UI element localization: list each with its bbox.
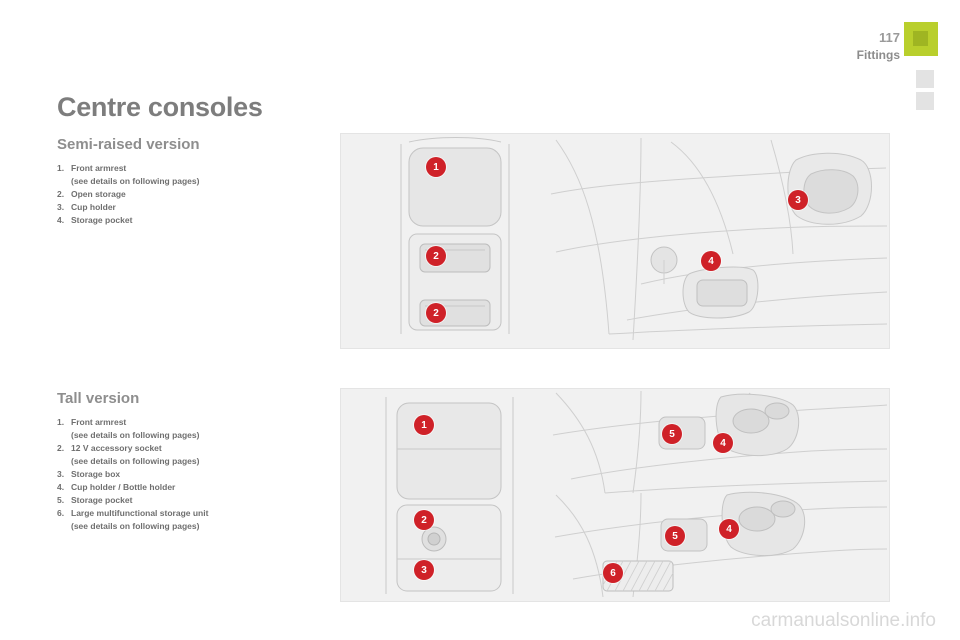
list-item-number: 1. [57,163,65,173]
list-item [57,162,307,175]
list-item-label: Front armrest [71,417,127,427]
corner-square-1 [916,70,934,88]
callout-3: 3 [788,190,808,210]
page-number: 117 [879,30,900,45]
callout-1: 1 [426,157,446,177]
section-heading-semi-raised: Semi-raised version [57,136,200,153]
figure-tall-console [340,388,890,602]
corner-square-2 [916,92,934,110]
list-item-sub: (see details on following pages) [71,521,200,531]
section-label: Fittings [856,48,900,62]
callout-2: 2 [414,510,434,530]
list-item [57,494,307,507]
brand-corner-block [904,22,938,56]
callout-2b: 2 [426,303,446,323]
list-item [57,442,307,455]
list-item-label: Front armrest [71,163,127,173]
list-item-label: Cup holder / Bottle holder [71,482,176,492]
list-item-number: 6. [57,508,65,518]
list-item-label: Storage pocket [71,215,133,225]
list-item-label: Cup holder [71,202,116,212]
list-item-label: Open storage [71,189,126,199]
list-item-number: 5. [57,495,65,505]
callout-3: 3 [414,560,434,580]
callout-1: 1 [414,415,434,435]
list-item [57,201,307,214]
callout-4-lower: 4 [719,519,739,539]
list-item-label: Large multifunctional storage unit [71,508,209,518]
brand-corner-inner [913,31,928,46]
callout-6: 6 [603,563,623,583]
list-item [57,507,307,520]
figure-semi-raised-console [340,133,890,349]
legend-tall [57,416,307,533]
callout-2a: 2 [426,246,446,266]
callout-4-upper: 4 [713,433,733,453]
semi-raised-console-illustration [341,134,889,348]
list-item [57,214,307,227]
list-item-number: 4. [57,215,65,225]
callout-4: 4 [701,251,721,271]
list-item-label: Storage pocket [71,495,133,505]
list-item-sub: (see details on following pages) [71,176,200,186]
section-heading-tall: Tall version [57,390,140,407]
callout-5-lower: 5 [665,526,685,546]
list-item-sub: (see details on following pages) [71,430,200,440]
list-item [57,481,307,494]
list-item-label: Storage box [71,469,121,479]
page-title: Centre consoles [57,92,263,122]
list-item-label: 12 V accessory socket [71,443,162,453]
legend-semi-raised [57,162,307,227]
watermark: carmanualsonline.info [751,610,936,631]
list-item-number: 3. [57,202,65,212]
callout-5-upper: 5 [662,424,682,444]
list-item-number: 2. [57,189,65,199]
list-item-sub: (see details on following pages) [71,456,200,466]
list-item [57,188,307,201]
list-item [57,416,307,429]
list-item-number: 2. [57,443,65,453]
list-item-number: 1. [57,417,65,427]
list-item-number: 4. [57,482,65,492]
list-item-number: 3. [57,469,65,479]
list-item [57,468,307,481]
